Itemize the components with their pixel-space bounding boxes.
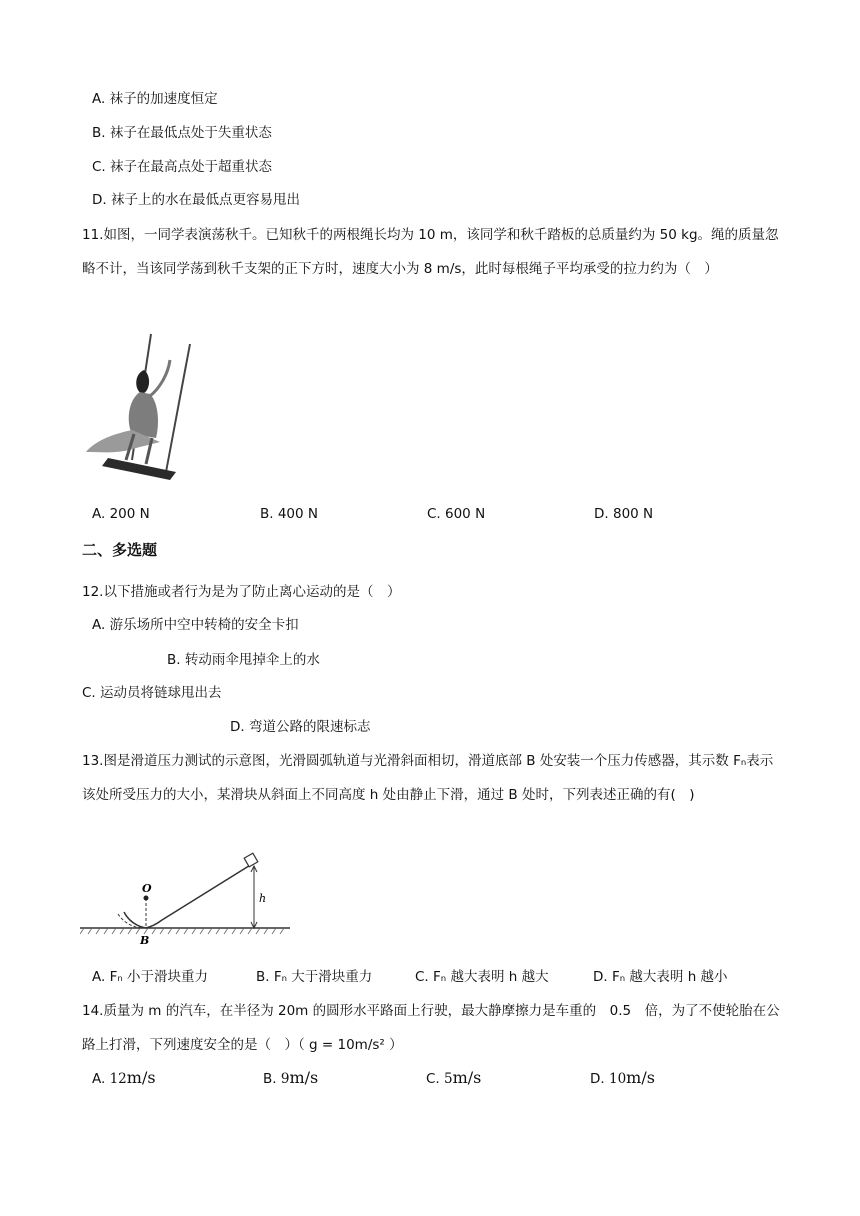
q14-option-c (426, 1068, 481, 1087)
q11-option-a: A. 200 N (92, 506, 150, 522)
q14-option-b-unit: m/s (289, 1068, 319, 1087)
q12-option-b: B. 转动雨伞甩掉伞上的水 (167, 652, 320, 668)
q12-option-d: D. 弯道公路的限速标志 (230, 719, 371, 735)
q14-stem: 14.质量为 m 的汽车，在半径为 20m 的圆形水平路面上行驶，最大静摩擦力是车重的 0.5 倍，为了不使轮胎在公路上打滑，下列速度安全的是（ ）（ g = 10m/s² ） (82, 1003, 780, 1053)
section-title: 二、多选题 (82, 541, 158, 559)
q14-option-a-value: 12 (109, 1071, 127, 1087)
q14-option-c-value: 5 (444, 1071, 453, 1087)
q13-option-b: B. Fₙ 大于滑块重力 (256, 969, 373, 985)
q13-stem: 13.图是滑道压力测试的示意图，光滑圆弧轨道与光滑斜面相切，滑道底部 B 处安装一个压力传感器，其示数 Fₙ表示该处所受压力的大小，某滑块从斜面上不同高度 h 处由静止下滑，通过 B 处时，下列表述正确的有( ) (82, 753, 774, 803)
q11-option-b: B. 400 N (260, 506, 319, 522)
q14-option-b-value: 9 (280, 1071, 290, 1087)
q14-option-d-value: 10 (608, 1071, 627, 1087)
q13-option-c: C. Fₙ 越大表明 h 越大 (415, 969, 549, 985)
q10-option-d: D. 袜子上的水在最低点更容易甩出 (92, 192, 300, 208)
q14-option-b-letter: B. (263, 1071, 277, 1087)
q14-option-d-letter: D. (590, 1071, 605, 1087)
q11-option-c: C. 600 N (427, 506, 486, 522)
q14-option-a-unit: m/s (126, 1068, 156, 1087)
point-b-label: B (140, 934, 150, 947)
q14-option-c-letter: C. (426, 1071, 440, 1087)
q12-stem: 12.以下措施或者行为是为了防止离心运动的是（ ） (82, 584, 401, 600)
q10-option-b: B. 袜子在最低点处于失重状态 (92, 125, 272, 141)
q14-option-d-unit: m/s (626, 1068, 655, 1087)
q13-option-a: A. Fₙ 小于滑块重力 (92, 969, 209, 985)
point-o-label: O (142, 882, 152, 895)
swing-figure (84, 330, 196, 480)
height-h-label: h (259, 892, 267, 905)
q12-option-c: C. 运动员将链球甩出去 (82, 685, 222, 701)
q14-option-b (263, 1068, 318, 1087)
q13-option-d: D. Fₙ 越大表明 h 越小 (593, 969, 728, 985)
q14-option-a (92, 1068, 156, 1087)
q10-option-a: A. 袜子的加速度恒定 (92, 91, 218, 107)
q14-option-a-letter: A. (92, 1071, 106, 1087)
q10-option-c: C. 袜子在最高点处于超重状态 (92, 159, 273, 175)
q14-option-d (590, 1068, 655, 1087)
q11-stem: 11.如图，一同学表演荡秋千。已知秋千的两根绳长均为 10 m，该同学和秋千踏板的总质量约为 50 kg。绳的质量忽略不计，当该同学荡到秋千支架的正下方时，速度大小为 8 m/s，此时每根绳子平均承受的拉力约为（ ） (82, 227, 779, 277)
slide-track-figure (80, 852, 292, 950)
q11-option-d: D. 800 N (594, 506, 654, 522)
q12-option-a: A. 游乐场所中空中转椅的安全卡扣 (92, 617, 299, 633)
q14-option-c-unit: m/s (452, 1068, 482, 1087)
